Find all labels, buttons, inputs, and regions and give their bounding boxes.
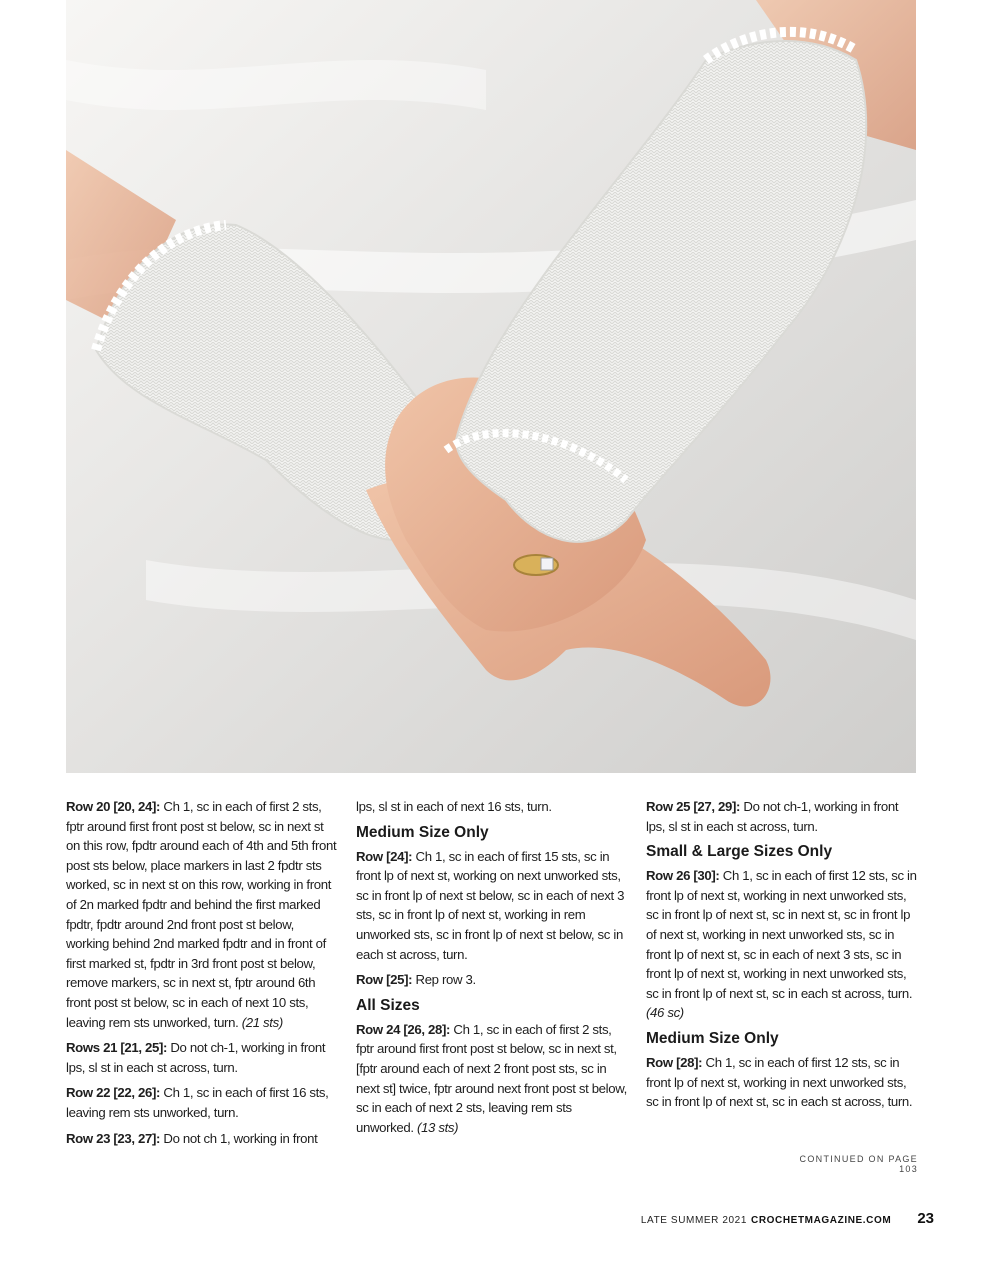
continued-note: CONTINUED ON PAGE 103 [799, 1154, 918, 1174]
instruction-row-23-cont [356, 797, 630, 817]
instruction-row-25 [646, 797, 918, 836]
instruction-row-23 [66, 1129, 338, 1149]
row-label: Row 20 [20, 24]: [66, 799, 161, 814]
row-text: Ch 1, sc in each of first 12 sts, sc in front lp of next st, working in next unworked sts, sc in front lp of next st, sc in each st across, turn. [646, 1054, 913, 1110]
row-label: Row [24]: [356, 848, 413, 864]
instruction-row-20 [66, 797, 338, 1032]
row-text: lps, sl st in each of next 16 sts, turn. [356, 799, 552, 814]
instruction-row-28-medium [646, 1053, 918, 1112]
row-label: Row 22 [22, 26]: [66, 1085, 161, 1101]
row-text: Do not ch-1, working in front lps, sl st in each st across, turn. [646, 799, 899, 834]
row-text: Do not ch-1, working in front lps, sl st in each st across, turn. [66, 1040, 326, 1075]
row-label: Row 25 [27, 29]: [646, 799, 741, 814]
column-2 [356, 797, 630, 1143]
stitch-count: (13 sts) [417, 1119, 459, 1135]
row-text: Ch 1, sc in each of first 16 sts, leaving rem sts unworked, turn. [66, 1085, 329, 1120]
crochet-fingerless-gloves-photo [66, 0, 916, 773]
section-heading-all-sizes: All Sizes [356, 996, 420, 1014]
instruction-row-22 [66, 1083, 338, 1122]
row-label: Row [28]: [646, 1054, 703, 1070]
instruction-rows-21 [66, 1038, 338, 1077]
page-number: 23 [917, 1210, 934, 1227]
instruction-row-26 [646, 866, 918, 1023]
column-1 [66, 797, 338, 1154]
row-label: Row [25]: [356, 972, 413, 988]
row-text: Ch 1, sc in each of first 15 sts, sc in front lp of next st, working on next unworked sts, sc in front lp of next st below, sc in each of next 3 sts, sc in front lp of next st, working in rem unworked sts, sc in front lp of next st below, sc in each st across, turn. [356, 848, 625, 962]
row-label: Rows 21 [21, 25]: [66, 1040, 168, 1056]
row-text: Do not ch 1, working in front [160, 1130, 318, 1146]
issue-label: LATE SUMMER 2021 [640, 1215, 748, 1226]
column-3 [646, 797, 918, 1118]
section-heading-medium: Medium Size Only [356, 823, 489, 841]
row-text: Ch 1, sc in each of first 2 sts, fptr around first front post st below, sc in next st on this row, fpdtr around each of 4th and 5th front post sts below, place markers in last 2 fpdtr sts worked, sc in next st on this row, working in front of 2n marked fpdtr and behind the first marked fpdtr, fpdtr around 2nd front post st below, working behind 2nd marked fpdtr and in front of first marked st, fpdtr in 3rd front post st below, remove markers, sc in next st, fptr around 6th front post st below, sc in each of next 10 sts, leaving rem sts unworked, turn. [66, 799, 337, 1030]
stitch-count: (21 sts) [241, 1014, 283, 1030]
row-label: Row 24 [26, 28]: [356, 1021, 451, 1037]
row-text: Rep row 3. [412, 972, 476, 988]
hero-photo [66, 0, 916, 773]
page-footer [600, 1210, 934, 1230]
instruction-row-24-all [356, 1020, 630, 1138]
row-text: Ch 1, sc in each of first 2 sts, fptr around first front post st below, sc in next st, [fptr around each of next 2 front post sts, sc in next st] twice, fptr around next front post st below, sc in each of next 2 sts, leaving rem sts unworked. [356, 1021, 627, 1135]
row-label: Row 23 [23, 27]: [66, 1130, 161, 1146]
section-heading-medium-2: Medium Size Only [646, 1029, 779, 1047]
row-label: Row 26 [30]: [646, 868, 720, 884]
website-link[interactable]: CROCHETMAGAZINE.COM [751, 1215, 892, 1226]
row-text: Ch 1, sc in each of first 12 sts, sc in front lp of next st, working in next unworked sts, sc in front lp of next st, sc in next st, sc in front lp of next st, working in next unworked sts, sc in front lp of next st, sc in each of next 3 sts, sc in front lp of next st, working in next unworked sts, sc in front lp of next st, sc in each st across, turn. [646, 868, 917, 1001]
instruction-row-25-medium [356, 970, 630, 990]
section-heading-small-large: Small & Large Sizes Only [646, 843, 833, 861]
stitch-count: (46 sc) [646, 1005, 684, 1021]
instruction-row-24-medium [356, 847, 630, 965]
